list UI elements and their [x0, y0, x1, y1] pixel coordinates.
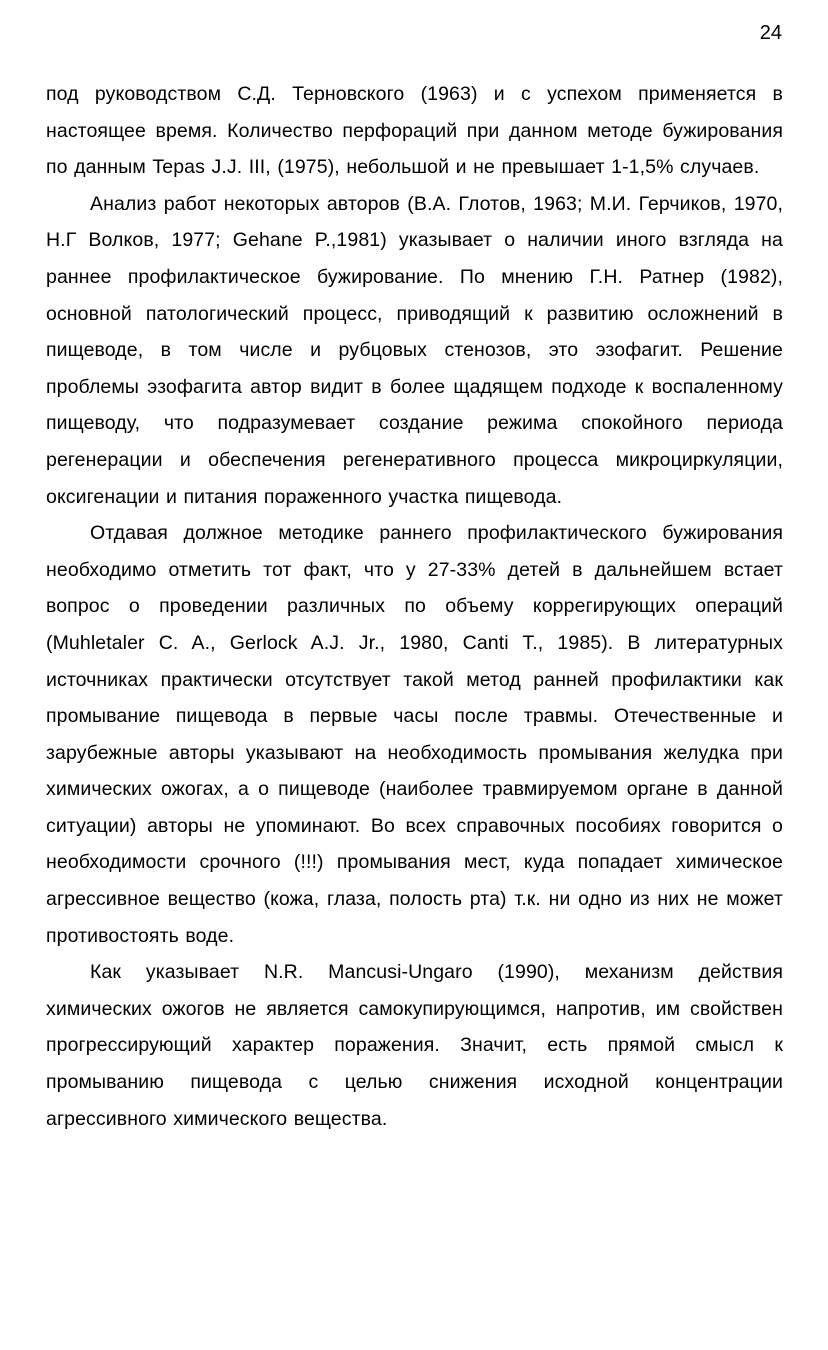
page-number: 24: [759, 22, 782, 44]
paragraph-4: Как указывает N.R. Mancusi-Ungaro (1990), механизм действия химических ожогов не является самокупирующимся, напротив, им свойствен прогрессирующий характер поражения. Значит, есть прямой смысл к промыванию пищевода с целью снижения исходной концентрации агрессивного химического вещества.: [46, 961, 783, 1130]
paragraph-1: под руководством С.Д. Терновского (1963) и с успехом применяется в настоящее время. Количество перфораций при данном методе бужирования по данным Tepas J.J. III, (1975), небольшой и не превышает 1-1,5% случаев.: [46, 83, 783, 179]
paragraph-2: Анализ работ некоторых авторов (В.А. Глотов, 1963; М.И. Герчиков, 1970, Н.Г Волков, 1977; Gehane P.,1981) указывает о наличии иного взгляда на раннее профилактическое бужирование. По мнению Г.Н. Ратнер (1982), основной патологический процесс, приводящий к развитию осложнений в пищеводе, в том числе и рубцовых стенозов, это эзофагит. Решение проблемы эзофагита автор видит в более щадящем подходе к воспаленному пищеводу, что подразумевает создание режима спокойного периода регенерации и обеспечения регенеративного процесса микроциркуляции, оксигенации и питания пораженного участка пищевода.: [46, 192, 783, 508]
paragraph-3: Отдавая должное методике раннего профилактического бужирования необходимо отметить тот факт, что у 27-33% детей в дальнейшем встает вопрос о проведении различных по объему коррегирующих операций (Muhletaler C. A., Gerlock A.J. Jr., 1980, Canti T., 1985). В литературных источниках практически отсутствует такой метод ранней профилактики как промывание пищевода в первые часы после травмы. Отечественные и зарубежные авторы указывают на необходимость промывания желудка при химических ожогах, а о пищеводе (наиболее травмируемом органе в данной ситуации) авторы не упоминают. Во всех справочных пособиях говорится о необходимости срочного (!!!) промывания мест, куда попадает химическое агрессивное вещество (кожа, глаза, полость рта) т.к. ни одно из них не может противостоять воде.: [46, 522, 783, 947]
document-body: [46, 76, 783, 1137]
